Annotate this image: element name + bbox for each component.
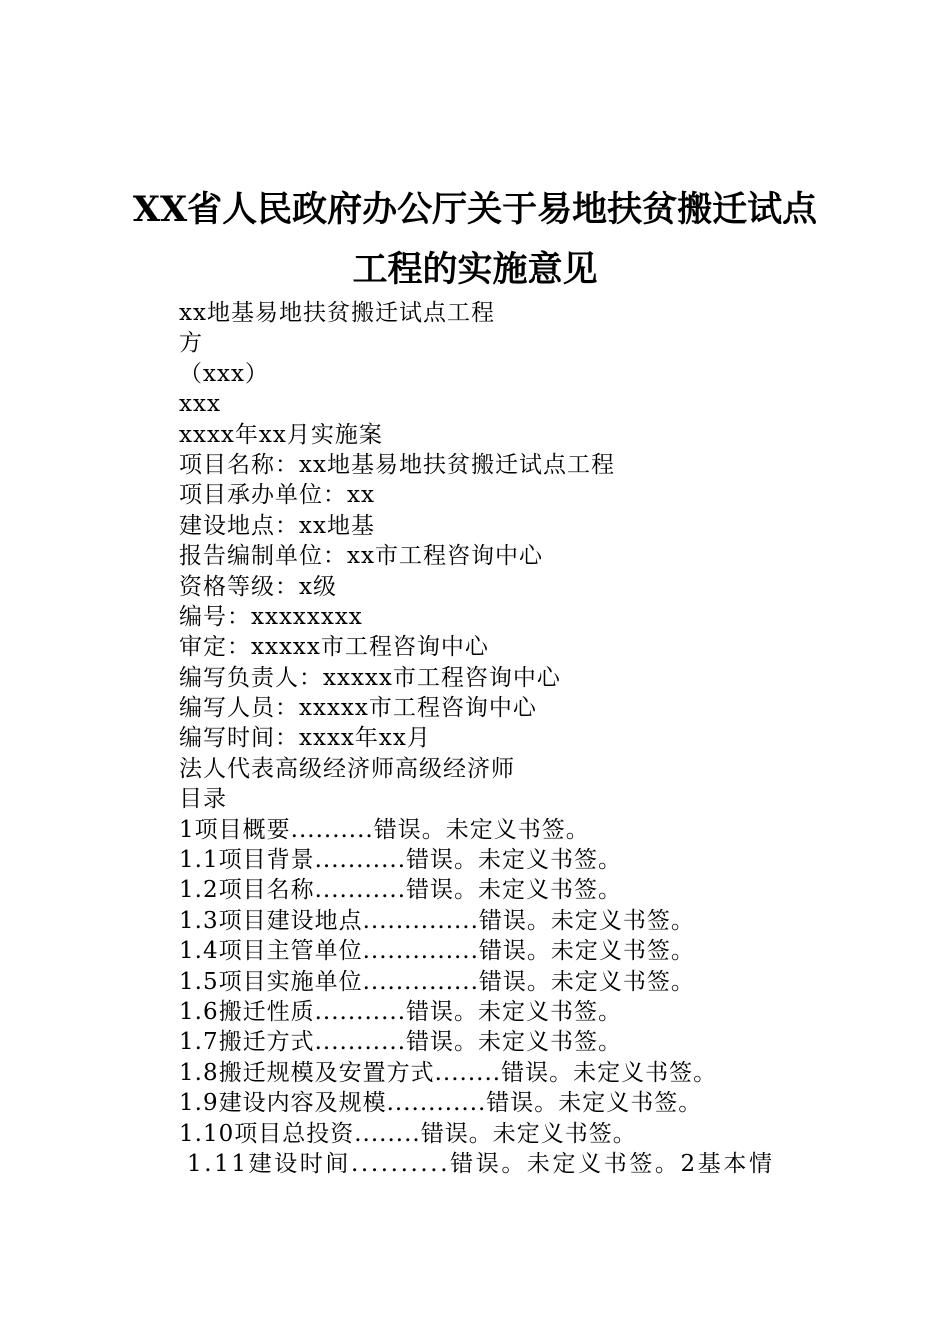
document-body bbox=[179, 298, 775, 1179]
info-report-unit: 报告编制单位：xx市工程咨询中心 bbox=[179, 543, 543, 570]
info-project-name: 项目名称：xx地基易地扶贫搬迁试点工程 bbox=[179, 451, 615, 478]
info-undertaking-unit: 项目承办单位：xx bbox=[179, 482, 375, 509]
project-org: xxx bbox=[179, 391, 221, 418]
toc-entry[interactable]: 1.4项目主管单位..............错误。未定义书签。 bbox=[179, 938, 695, 965]
project-heading-continued: 方 bbox=[179, 330, 203, 357]
project-date: xxxx年xx月实施案 bbox=[179, 421, 383, 448]
toc-heading: 目录 bbox=[179, 786, 227, 813]
project-heading: xx地基易地扶贫搬迁试点工程 bbox=[179, 300, 495, 326]
document-title-line-1: XX省人民政府办公厅关于易地扶贫搬迁试点 bbox=[132, 189, 818, 230]
toc-entry[interactable]: 1.9建设内容及规模............错误。未定义书签。 bbox=[179, 1090, 703, 1117]
info-qualification: 资格等级：x级 bbox=[179, 573, 337, 600]
info-writers: 编写人员：xxxxx市工程咨询中心 bbox=[179, 695, 537, 722]
info-writing-date: 编写时间：xxxx年xx月 bbox=[179, 725, 431, 752]
info-number: 编号：xxxxxxxx bbox=[179, 603, 363, 630]
toc-entry[interactable]: 1.6搬迁性质...........错误。未定义书签。 bbox=[179, 998, 622, 1025]
toc-entry[interactable]: 1.1项目背景...........错误。未定义书签。 bbox=[179, 847, 622, 874]
toc-entry[interactable]: 1.10项目总投资........错误。未定义书签。 bbox=[179, 1120, 637, 1147]
toc-entry[interactable]: 1.5项目实施单位..............错误。未定义书签。 bbox=[179, 968, 695, 995]
toc-entry[interactable]: 1.11建设时间..........错误。未定义书签。2基本情 bbox=[187, 1150, 775, 1177]
document-title-line-2: 工程的实施意见 bbox=[352, 249, 598, 290]
toc-entry[interactable]: 1.3项目建设地点..............错误。未定义书签。 bbox=[179, 907, 695, 934]
toc-entry[interactable]: 1.8搬迁规模及安置方式........错误。未定义书签。 bbox=[179, 1059, 718, 1086]
info-chief-writer: 编写负责人：xxxxx市工程咨询中心 bbox=[179, 664, 561, 691]
toc-entry[interactable]: 1项目概要..........错误。未定义书签。 bbox=[179, 816, 590, 843]
toc-entry[interactable]: 1.2项目名称...........错误。未定义书签。 bbox=[179, 877, 622, 904]
info-approved-by: 审定：xxxxx市工程咨询中心 bbox=[179, 634, 489, 661]
project-code: （xxx） bbox=[179, 360, 269, 387]
info-construction-site: 建设地点：xx地基 bbox=[179, 512, 375, 539]
info-legal-representative: 法人代表高级经济师高级经济师 bbox=[179, 755, 515, 782]
toc-entry[interactable]: 1.7搬迁方式...........错误。未定义书签。 bbox=[179, 1029, 622, 1056]
